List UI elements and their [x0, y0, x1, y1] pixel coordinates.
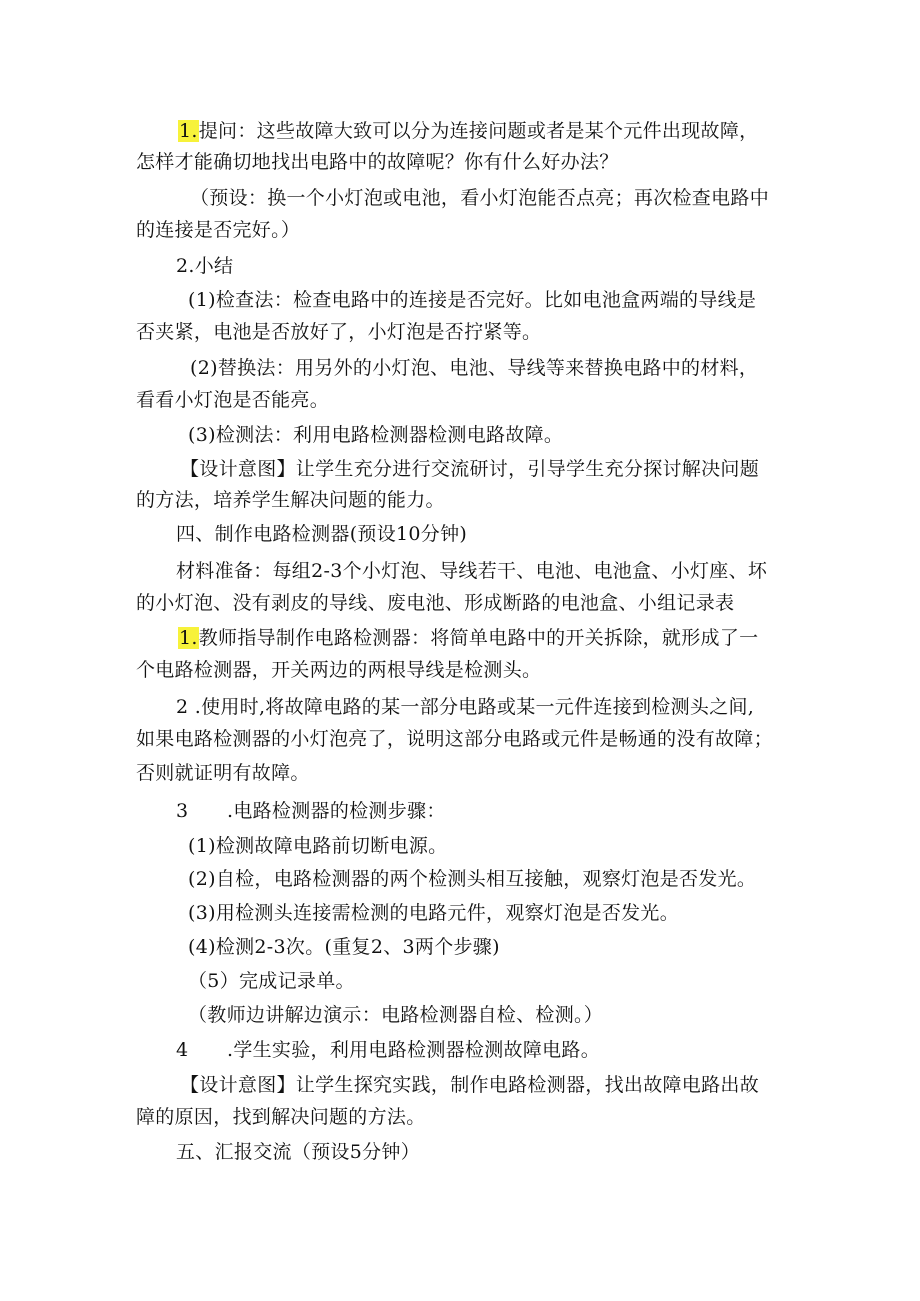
paragraph-line: 2.小结	[176, 255, 234, 277]
paragraph-line: (1)检查法：检查电路中的连接是否完好。比如电池盒两端的导线是	[188, 289, 757, 311]
paragraph-line: 否则就证明有故障。	[136, 762, 310, 784]
paragraph-line: 的方法，培养学生解决问题的能力。	[136, 489, 445, 511]
highlight-marker: 1.	[179, 120, 198, 142]
paragraph-line: 【设计意图】让学生探究实践，制作电路检测器，找出故障电路出故	[180, 1074, 760, 1096]
paragraph-line: (3)检测法：利用电路检测器检测电路故障。	[188, 424, 564, 446]
paragraph-line: 3 .电路检测器的检测步骤：	[176, 800, 446, 822]
paragraph-line: (3)用检测头连接需检测的电路元件，观察灯泡是否发光。	[188, 902, 680, 924]
line-text: 教师指导制作电路检测器：将简单电路中的开关拆除，就形成了一	[198, 627, 759, 649]
paragraph-line: 材料准备：每组2-3个小灯泡、导线若干、电池、电池盒、小灯座、坏	[176, 560, 768, 582]
paragraph-line: 怎样才能确切地找出电路中的故障呢？你有什么好办法？	[136, 151, 619, 173]
paragraph-line: 【设计意图】让学生充分进行交流研讨，引导学生充分探讨解决问题	[180, 458, 760, 480]
paragraph-line: 的小灯泡、没有剥皮的导线、废电池、形成断路的电池盒、小组记录表	[136, 592, 735, 614]
paragraph-line: (1)检测故障电路前切断电源。	[188, 835, 448, 857]
paragraph-line	[178, 118, 758, 144]
paragraph-line: 障的原因，找到解决问题的方法。	[136, 1106, 426, 1128]
paragraph-line: （预设：换一个小灯泡或电池，看小灯泡能否点亮；再次检查电路中	[190, 187, 770, 209]
paragraph-line: 2 .使用时,将故障电路的某一部分电路或某一元件连接到检测头之间,	[176, 696, 755, 718]
section-heading: 五、汇报交流（预设5分钟）	[176, 1141, 420, 1163]
paragraph-line: 如果电路检测器的小灯泡亮了，说明这部分电路或元件是畅通的没有故障；	[136, 728, 773, 750]
line-text: 提问：这些故障大致可以分为连接问题或者是某个元件出现故障，	[198, 120, 759, 142]
paragraph-line: (2)自检，电路检测器的两个检测头相互接触，观察灯泡是否发光。	[188, 868, 757, 890]
paragraph-line	[178, 625, 758, 651]
paragraph-line: 看看小灯泡是否能亮。	[136, 389, 330, 411]
paragraph-line: 的连接是否完好。）	[136, 219, 301, 241]
paragraph-line: 否夹紧，电池是否放好了，小灯泡是否拧紧等。	[136, 321, 542, 343]
paragraph-line: 个电路检测器，开关两边的两根导线是检测头。	[136, 659, 542, 681]
paragraph-line: 4 .学生实验，利用电路检测器检测故障电路。	[176, 1039, 601, 1061]
paragraph-line: (2)替换法：用另外的小灯泡、电池、导线等来替换电路中的材料，	[190, 357, 759, 379]
section-heading: 四、制作电路检测器(预设10分钟)	[176, 523, 468, 545]
paragraph-line: （教师边讲解边演示：电路检测器自检、检测。）	[188, 1004, 604, 1026]
paragraph-line: （5）完成记录单。	[188, 970, 355, 992]
highlight-marker: 1.	[179, 627, 198, 649]
paragraph-line: (4)检测2-3次。(重复2、3两个步骤)	[188, 936, 500, 958]
